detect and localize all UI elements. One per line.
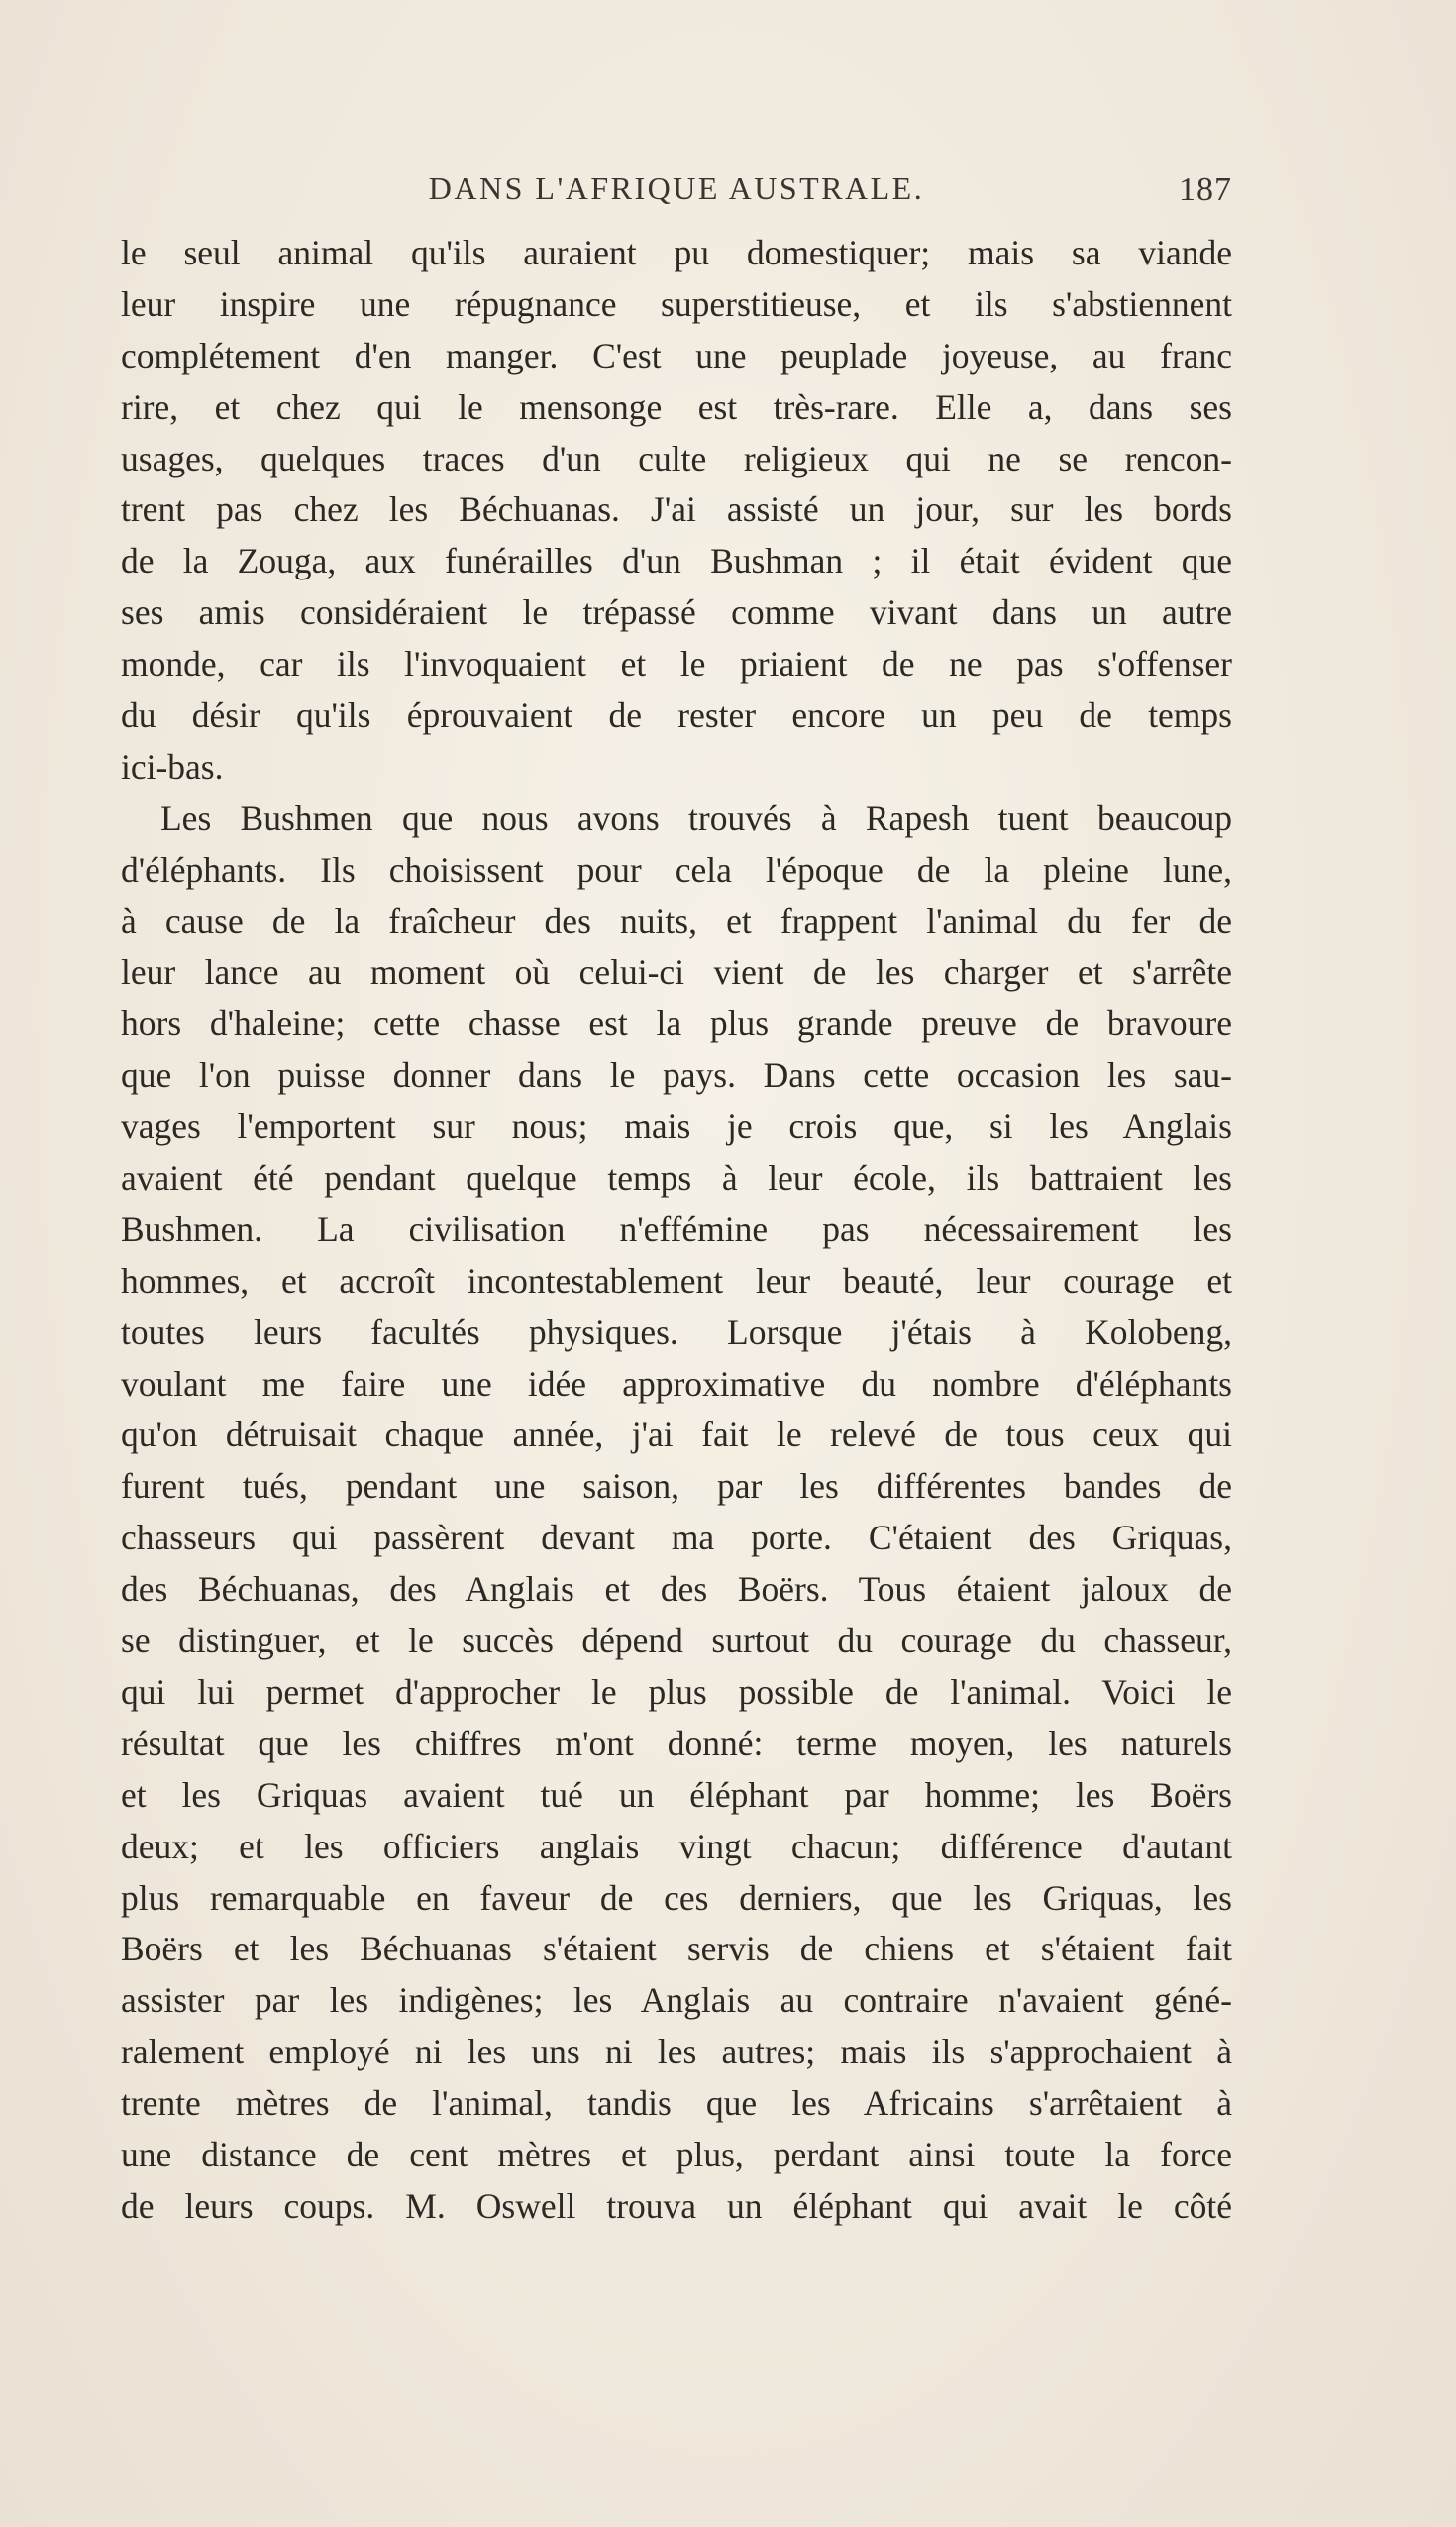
- text-line: voulant me faire une idée approximative du nombre d'éléphants: [121, 1363, 1232, 1404]
- text-line: hors d'haleine; cette chasse est la plus grande preuve de bravoure: [121, 1003, 1232, 1044]
- text-line: de leurs coups. M. Oswell trouva un éléphant qui avait le côté: [121, 2185, 1232, 2226]
- text-line: hommes, et accroît incontestablement leur beauté, leur courage et: [121, 1260, 1232, 1301]
- text-line: se distinguer, et le succès dépend surtout du courage du chasseur,: [121, 1621, 1232, 1661]
- text-line: leur inspire une répugnance superstitieuse, et ils s'abstiennent: [121, 283, 1232, 324]
- text-line: leur lance au moment où celui-ci vient de les charger et s'arrête: [121, 952, 1232, 993]
- text-line: usages, quelques traces d'un culte religieux qui ne se rencon-: [121, 438, 1232, 478]
- text-line: et les Griquas avaient tué un éléphant par homme; les Boërs: [121, 1774, 1232, 1815]
- body-text: [121, 228, 1232, 2233]
- text-line: deux; et les officiers anglais vingt chacun; différence d'autant: [121, 1826, 1232, 1866]
- text-line: qu'on détruisait chaque année, j'ai fait le relevé de tous ceux qui: [121, 1415, 1232, 1455]
- text-line: complétement d'en manger. C'est une peuplade joyeuse, au franc: [121, 335, 1232, 375]
- text-line: toutes leurs facultés physiques. Lorsque j'étais à Kolobeng,: [121, 1312, 1232, 1352]
- text-line: du désir qu'ils éprouvaient de rester encore un peu de temps: [121, 695, 1232, 736]
- paragraph-2: [121, 793, 1232, 2233]
- text-line: furent tués, pendant une saison, par les différentes bandes de: [121, 1466, 1232, 1507]
- text-line: ralement employé ni les uns ni les autres; mais ils s'approchaient à: [121, 2032, 1232, 2072]
- text-line: chasseurs qui passèrent devant ma porte. C'étaient des Griquas,: [121, 1518, 1232, 1558]
- text-line: Boërs et les Béchuanas s'étaient servis de chiens et s'étaient fait: [121, 1929, 1232, 1969]
- text-line: ici-bas.: [121, 746, 224, 787]
- text-line: de la Zouga, aux funérailles d'un Bushman ; il était évident que: [121, 541, 1232, 581]
- text-line: qui lui permet d'approcher le plus possible de l'animal. Voici le: [121, 1671, 1232, 1712]
- text-line: trente mètres de l'animal, tandis que les Africains s'arrêtaient à: [121, 2083, 1232, 2124]
- page-number: 187: [1179, 171, 1232, 208]
- text-line: vages l'emportent sur nous; mais je crois que, si les Anglais: [121, 1106, 1232, 1147]
- text-line: Bushmen. La civilisation n'efféminе pas nécessairement les: [121, 1209, 1232, 1249]
- text-line: des Béchuanas, des Anglais et des Boërs. Tous étaient jaloux de: [121, 1569, 1232, 1610]
- text-line: Les Bushmen que nous avons trouvés à Rapesh tuent beaucoup: [160, 797, 1232, 838]
- text-line: à cause de la fraîcheur des nuits, et frappent l'animal du fer de: [121, 900, 1232, 941]
- text-line: d'éléphants. Ils choisissent pour cela l'époque de la pleine lune,: [121, 849, 1232, 890]
- text-line: que l'on puisse donner dans le pays. Dans cette occasion les sau-: [121, 1055, 1232, 1096]
- running-title: DANS L'AFRIQUE AUSTRALE.: [428, 170, 925, 206]
- text-line: ses amis considéraient le trépassé comme vivant dans un autre: [121, 592, 1232, 633]
- text-line: rire, et chez qui le mensonge est très-rare. Elle a, dans ses: [121, 386, 1232, 427]
- text-line: monde, car ils l'invoquaient et le priaient de ne pas s'offenser: [121, 644, 1232, 684]
- text-line: plus remarquable en faveur de ces derniers, que les Griquas, les: [121, 1877, 1232, 1918]
- text-line: avaient été pendant quelque temps à leur école, ils battraient les: [121, 1158, 1232, 1199]
- running-head: [121, 166, 1232, 216]
- text-line: une distance de cent mètres et plus, perdant ainsi toute la force: [121, 2134, 1232, 2174]
- text-line: résultat que les chiffres m'ont donné: terme moyen, les naturels: [121, 1723, 1232, 1763]
- text-line: assister par les indigènes; les Anglais au contraire n'avaient géné-: [121, 1980, 1232, 2021]
- paragraph-1: [121, 228, 1232, 793]
- text-line: trent pas chez les Béchuanas. J'ai assisté un jour, sur les bords: [121, 489, 1232, 530]
- text-line: le seul animal qu'ils auraient pu domestiquer; mais sa viande: [121, 233, 1232, 272]
